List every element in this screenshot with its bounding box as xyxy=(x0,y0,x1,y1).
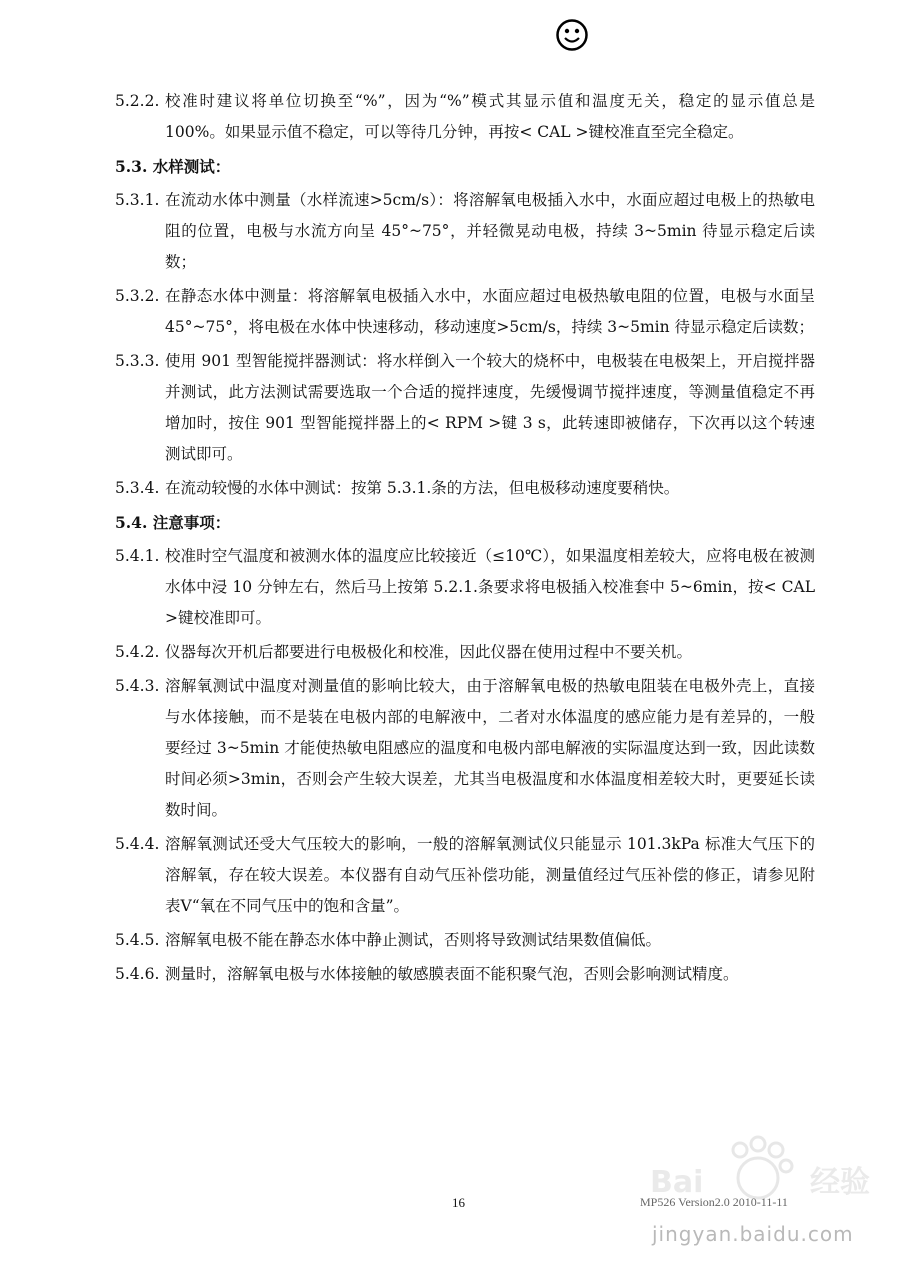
paragraph-5-4-1 xyxy=(115,541,815,634)
paragraph-text: 溶解氧电极不能在静态水体中静止测试，否则将导致测试结果数值偏低。 xyxy=(165,931,662,949)
section-heading-5-3: 5.3. 水样测试： xyxy=(115,157,231,176)
paragraph-5-3-4 xyxy=(115,473,815,504)
paragraph-number: 5.4.2. xyxy=(115,643,160,661)
paragraph-number: 5.4.3. xyxy=(115,677,160,695)
paragraph-text: 溶解氧测试中温度对测量值的影响比较大，由于溶解氧电极的热敏电阻装在电极外壳上，直接与水体接触，而不是装在电极内部的电解液中，二者对水体温度的感应能力是有差异的，一般要经过 3~5min 才能使热敏电阻感应的温度和电极内部电解液的实际温度达到一致，因此读数时间必须>3min，否则会产生较大误差，尤其当电极温度和水体温度相差较大时，更要延长读数时间。 xyxy=(165,677,815,819)
document-body xyxy=(115,86,815,990)
version-label: MP526 Version2.0 2010-11-11 xyxy=(640,1195,788,1209)
paragraph-number: 5.3.1. xyxy=(115,191,160,209)
paragraph-text: 在流动水体中测量（水样流速>5cm/s）：将溶解氧电极插入水中，水面应超过电极上的热敏电阻的位置，电极与水流方向呈 45°~75°，并轻微晃动电极，持续 3~5min 待显示稳定后读数； xyxy=(165,191,815,271)
paragraph-number: 5.3.4. xyxy=(115,479,160,497)
section-heading-5-4: 5.4. 注意事项： xyxy=(115,513,231,532)
paragraph-text: 使用 901 型智能搅拌器测试：将水样倒入一个较大的烧杯中，电极装在电极架上，开启搅拌器并测试，此方法测试需要选取一个合适的搅拌速度，先缓慢调节搅拌速度，等测量值稳定不再增加时，按住 901 型智能搅拌器上的< RPM >键 3 s，此转速即被储存，下次再以这个转速测试即可。 xyxy=(165,352,815,463)
svg-text:经验: 经验 xyxy=(810,1165,870,1200)
paragraph-number: 5.3.2. xyxy=(115,287,160,305)
paragraph-text: 测量时，溶解氧电极与水体接触的敏感膜表面不能积聚气泡，否则会影响测试精度。 xyxy=(165,965,739,983)
paragraph-5-3-2 xyxy=(115,281,815,343)
paragraph-number: 5.4.1. xyxy=(115,547,160,565)
paragraph-text: 溶解氧测试还受大气压较大的影响，一般的溶解氧测试仪只能显示 101.3kPa 标准大气压下的溶解氧，存在较大误差。本仪器有自动气压补偿功能，测量值经过气压补偿的修正，请参见附表Ⅴ“氧在不同气压中的饱和含量”。 xyxy=(165,835,815,915)
paragraph-text: 在静态水体中测量：将溶解氧电极插入水中，水面应超过电极热敏电阻的位置，电极与水面呈 45°~75°，将电极在水体中快速移动，移动速度>5cm/s，持续 3~5min 待显示稳定后读数； xyxy=(165,287,815,336)
watermark-text: jingyan.baidu.com xyxy=(652,1222,854,1246)
paragraph-5-4-6 xyxy=(115,959,815,990)
paragraph-5-2-2 xyxy=(115,86,815,148)
paragraph-number: 5.4.6. xyxy=(115,965,160,983)
paragraph-5-3-3 xyxy=(115,346,815,470)
page-number: 16 xyxy=(452,1195,465,1210)
paragraph-5-4-2 xyxy=(115,637,815,668)
paragraph-number: 5.4.5. xyxy=(115,931,160,949)
paragraph-5-4-4 xyxy=(115,829,815,922)
paragraph-number: 5.3.3. xyxy=(115,352,160,370)
svg-text:Bai: Bai xyxy=(650,1165,704,1200)
paragraph-5-3-1 xyxy=(115,185,815,278)
paragraph-text: 校准时空气温度和被测水体的温度应比较接近（≤10℃），如果温度相差较大，应将电极在被测水体中浸 10 分钟左右，然后马上按第 5.2.1.条要求将电极插入校准套中 5~6min，按< CAL >键校准即可。 xyxy=(165,547,815,627)
paragraph-5-4-5 xyxy=(115,925,815,956)
paragraph-number: 5.2.2. xyxy=(115,92,160,110)
paragraph-text: 在流动较慢的水体中测试：按第 5.3.1.条的方法，但电极移动速度要稍快。 xyxy=(165,479,680,497)
paragraph-text: 校准时建议将单位切换至“%”，因为“%”模式其显示值和温度无关，稳定的显示值总是 100%。如果显示值不稳定，可以等待几分钟，再按< CAL >键校准直至完全稳定。 xyxy=(165,92,815,141)
paragraph-number: 5.4.4. xyxy=(115,835,160,853)
paragraph-text: 仪器每次开机后都要进行电极极化和校准，因此仪器在使用过程中不要关机。 xyxy=(165,643,693,661)
paragraph-5-4-3 xyxy=(115,671,815,826)
smiley-icon xyxy=(555,18,589,52)
